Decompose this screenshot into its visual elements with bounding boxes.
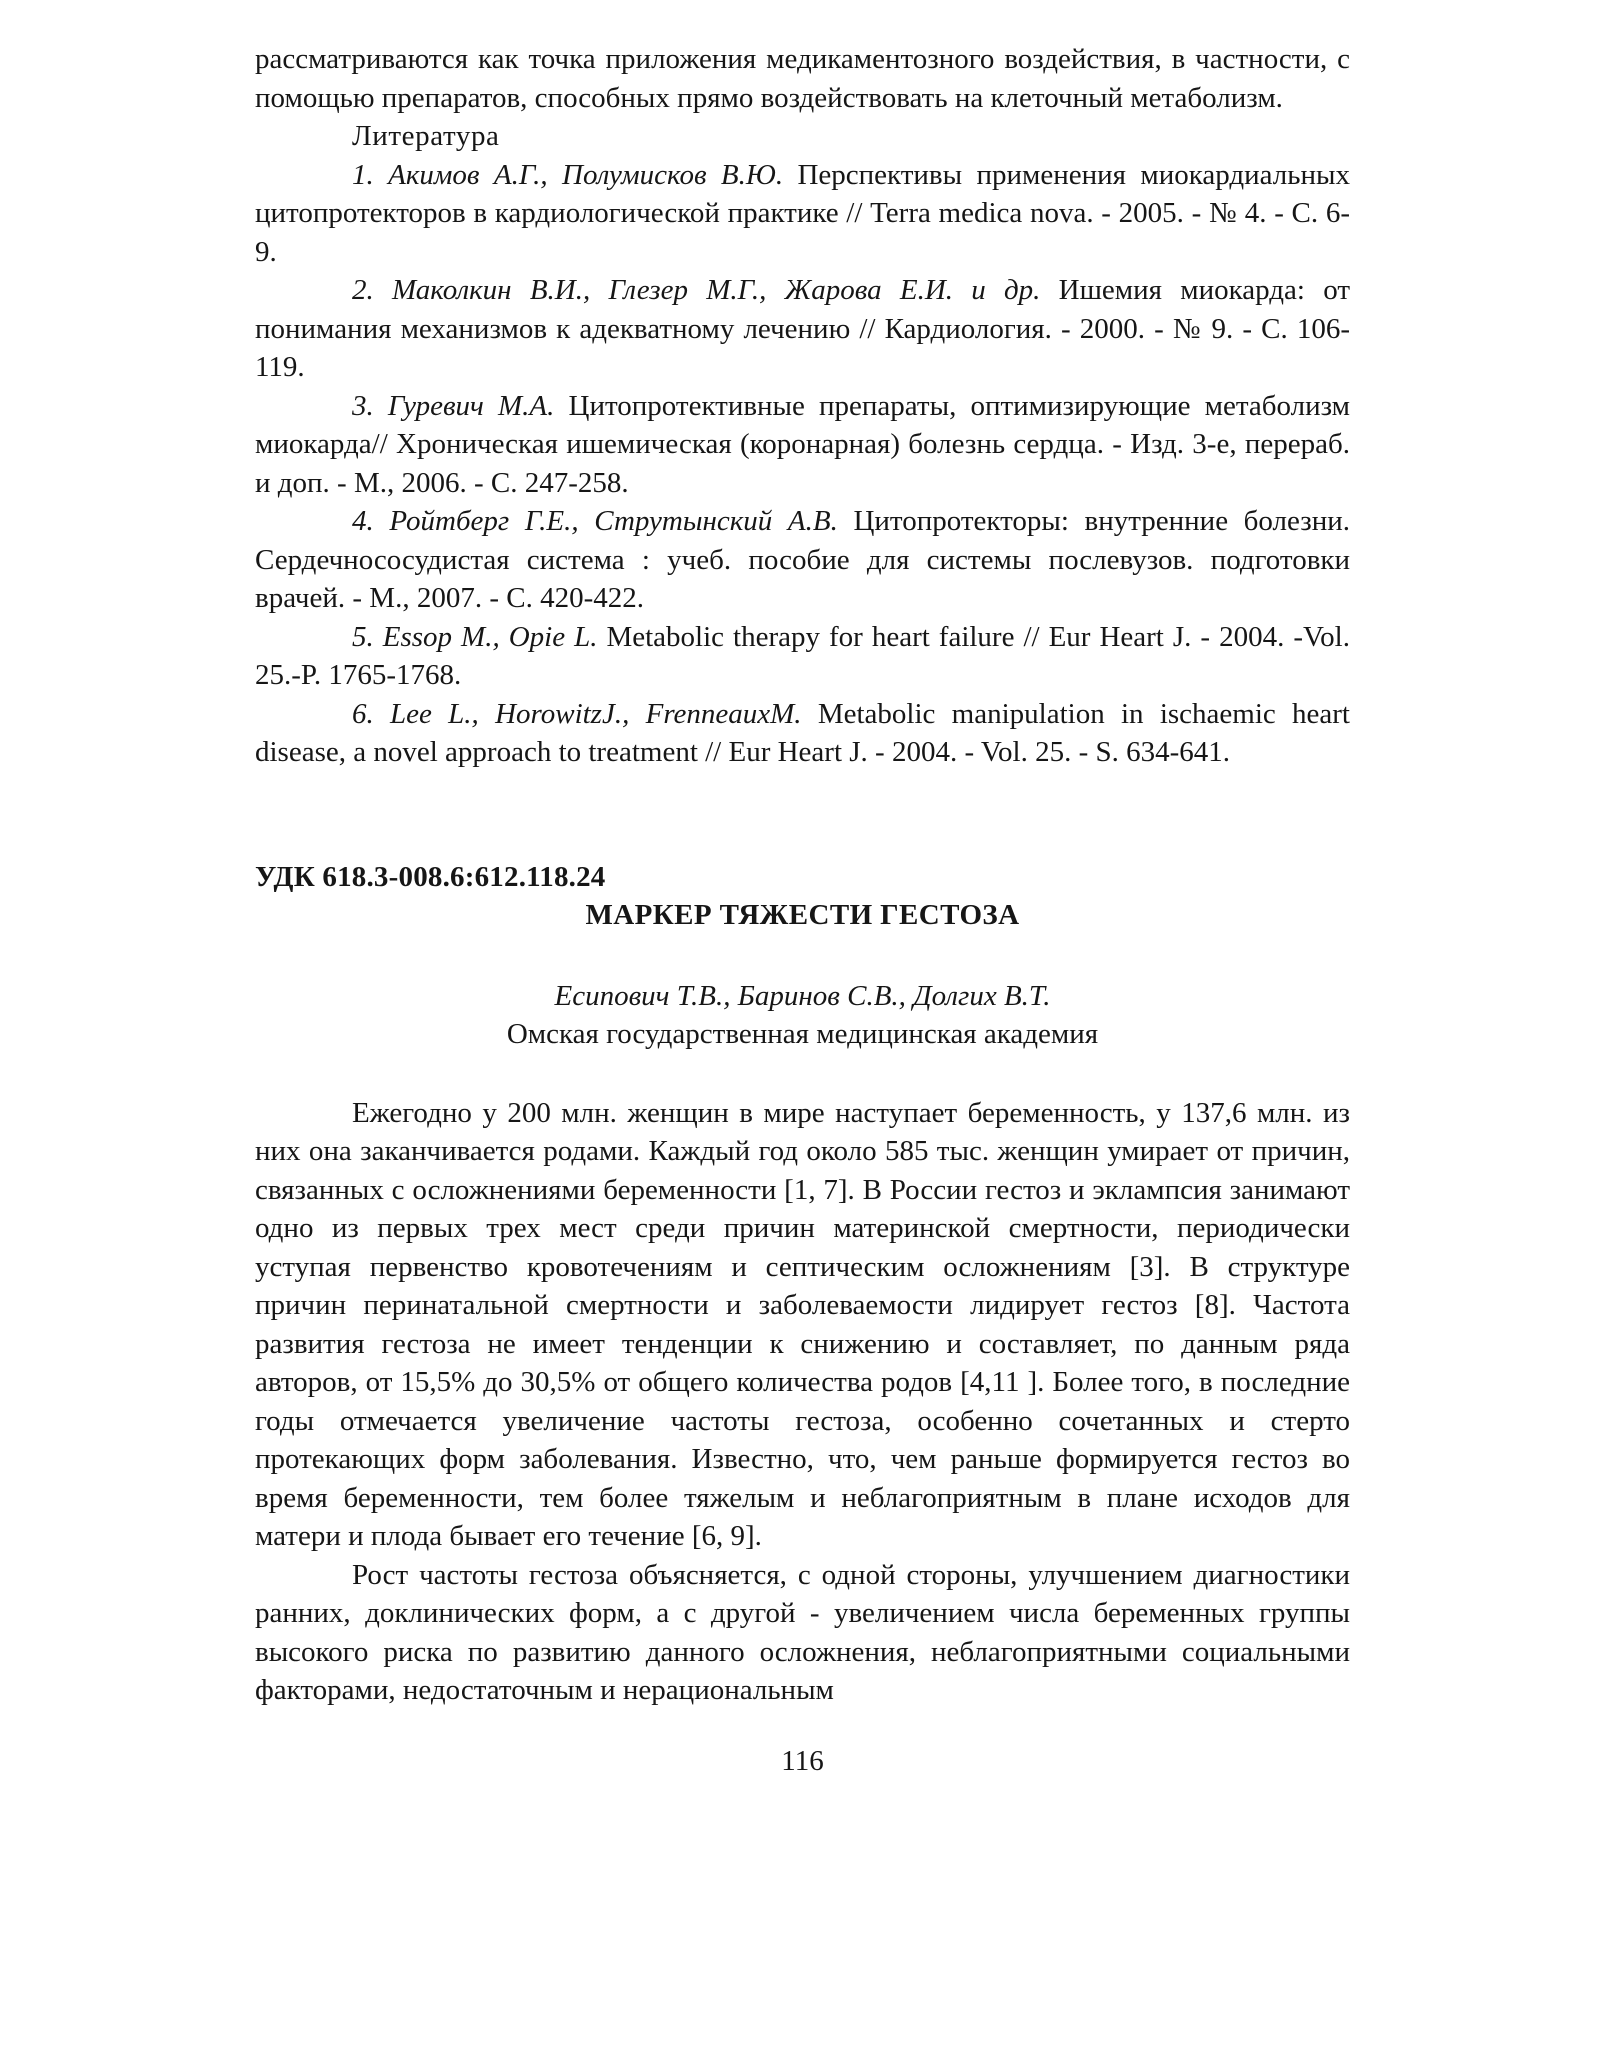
- reference-text: Перспективы применения миокардиальных цитопротекторов в кардиологической практике // Terra medica nova. - 2005. - № 4. - С. 6-9.: [255, 158, 1350, 268]
- author-affiliation: Омская государственная медицинская академия: [506, 1018, 1099, 1050]
- article-title: МАРКЕР ТЯЖЕСТИ ГЕСТОЗА: [585, 899, 1020, 931]
- section-spacer: [255, 772, 1350, 858]
- udk-code: УДК 618.3-008.6:612.118.24: [255, 860, 606, 893]
- reference-text: Ишемия миокарда: от понимания механизмов к адекватному лечению // Кардиология. - 2000. - № 9. - С. 106-119.: [255, 274, 1350, 383]
- reference-item: [255, 695, 1350, 772]
- body-paragraph: Рост частоты гестоза объясняется, с одной стороны, улучшением диагностики ранних, доклинических форм, а с другой - увеличением числа беременных группы высокого риска по развитию данного осложнения, неблагоприятными социальными факторами, недостаточным и нерациональным: [255, 1558, 1350, 1706]
- body-paragraph: Ежегодно у 200 млн. женщин в мире наступает беременность, у 137,6 млн. из них она заканчивается родами. Каждый год около 585 тыс. женщин умирает от причин, связанных с осложнениями беременности [1, 7]. В России гестоз и эклампсия занимают одно из первых трех мест среди причин материнской смертности, периодически уступая первенство кровотечениям и септическим осложнениям [3]. В структуре причин перинатальной смертности и заболеваемости лидирует гестоз [8]. Частота развития гестоза не имеет тенденции к снижению и составляет, по данным ряда авторов, от 15,5% до 30,5% от общего количества родов [4,11 ]. Более того, в последние годы отмечается увеличение частоты гестоза, особенно сочетанных и стерто протекающих форм заболевания. Известно, что, чем раньше формируется гестоз во время беременности, тем более тяжелым и неблагоприятным в плане исходов для матери и плода бывает его течение [6, 9].: [255, 1096, 1350, 1552]
- reference-item: [255, 618, 1350, 695]
- body-spacer: [255, 1054, 1350, 1094]
- reference-item: [255, 156, 1350, 272]
- reference-text: Цитопротективные препараты, оптимизирующие метаболизм миокарда// Хроническая ишемическая (коронарная) болезнь сердца. - Изд. 3-е, перераб. и доп. - М., 2006. - С. 247-258.: [255, 389, 1350, 499]
- title-spacer: [255, 935, 1350, 977]
- reference-text: Metabolic manipulation in ischaemic heart disease, a novel approach to treatment // Eur Heart J. - 2004. - Vol. 25. - S. 634-641.: [255, 697, 1350, 768]
- reference-item: [255, 502, 1350, 618]
- reference-authors: 5. Essop M., Opie L.: [352, 620, 598, 653]
- reference-authors: 4. Ройтберг Г.Е., Струтынский А.В.: [352, 505, 838, 537]
- reference-item: [255, 387, 1350, 503]
- reference-text: Цитопротекторы: внутренние болезни. Сердечнососудистая система : учеб. пособие для системы послевузов. подготовки врачей. - М., 2007. - С. 420-422.: [255, 505, 1350, 614]
- reference-authors: 3. Гуревич М.А.: [352, 389, 555, 422]
- reference-item: [255, 271, 1350, 387]
- reference-authors: 6. Lee L., HorowitzJ., FrenneauxM.: [352, 697, 802, 730]
- intro-continuation-paragraph: рассматриваются как точка приложения медикаментозного воздействия, в частности, с помощью препаратов, способных прямо воздействовать на клеточный метаболизм.: [255, 43, 1350, 114]
- reference-authors: 2. Маколкин В.И., Глезер М.Г., Жарова Е.И. и др.: [352, 274, 1041, 306]
- page-number: 116: [781, 1745, 824, 1777]
- document-page: [255, 40, 1350, 1710]
- reference-authors: 1. Акимов А.Г., Полумисков В.Ю.: [352, 158, 784, 191]
- reference-list: [255, 156, 1350, 772]
- article-authors: Есипович Т.В., Баринов С.В., Долгих В.Т.: [554, 979, 1051, 1012]
- reference-text: Metabolic therapy for heart failure // Eur Heart J. - 2004. -Vol. 25.-P. 1765-1768.: [255, 620, 1350, 691]
- literature-heading: Литература: [352, 120, 500, 152]
